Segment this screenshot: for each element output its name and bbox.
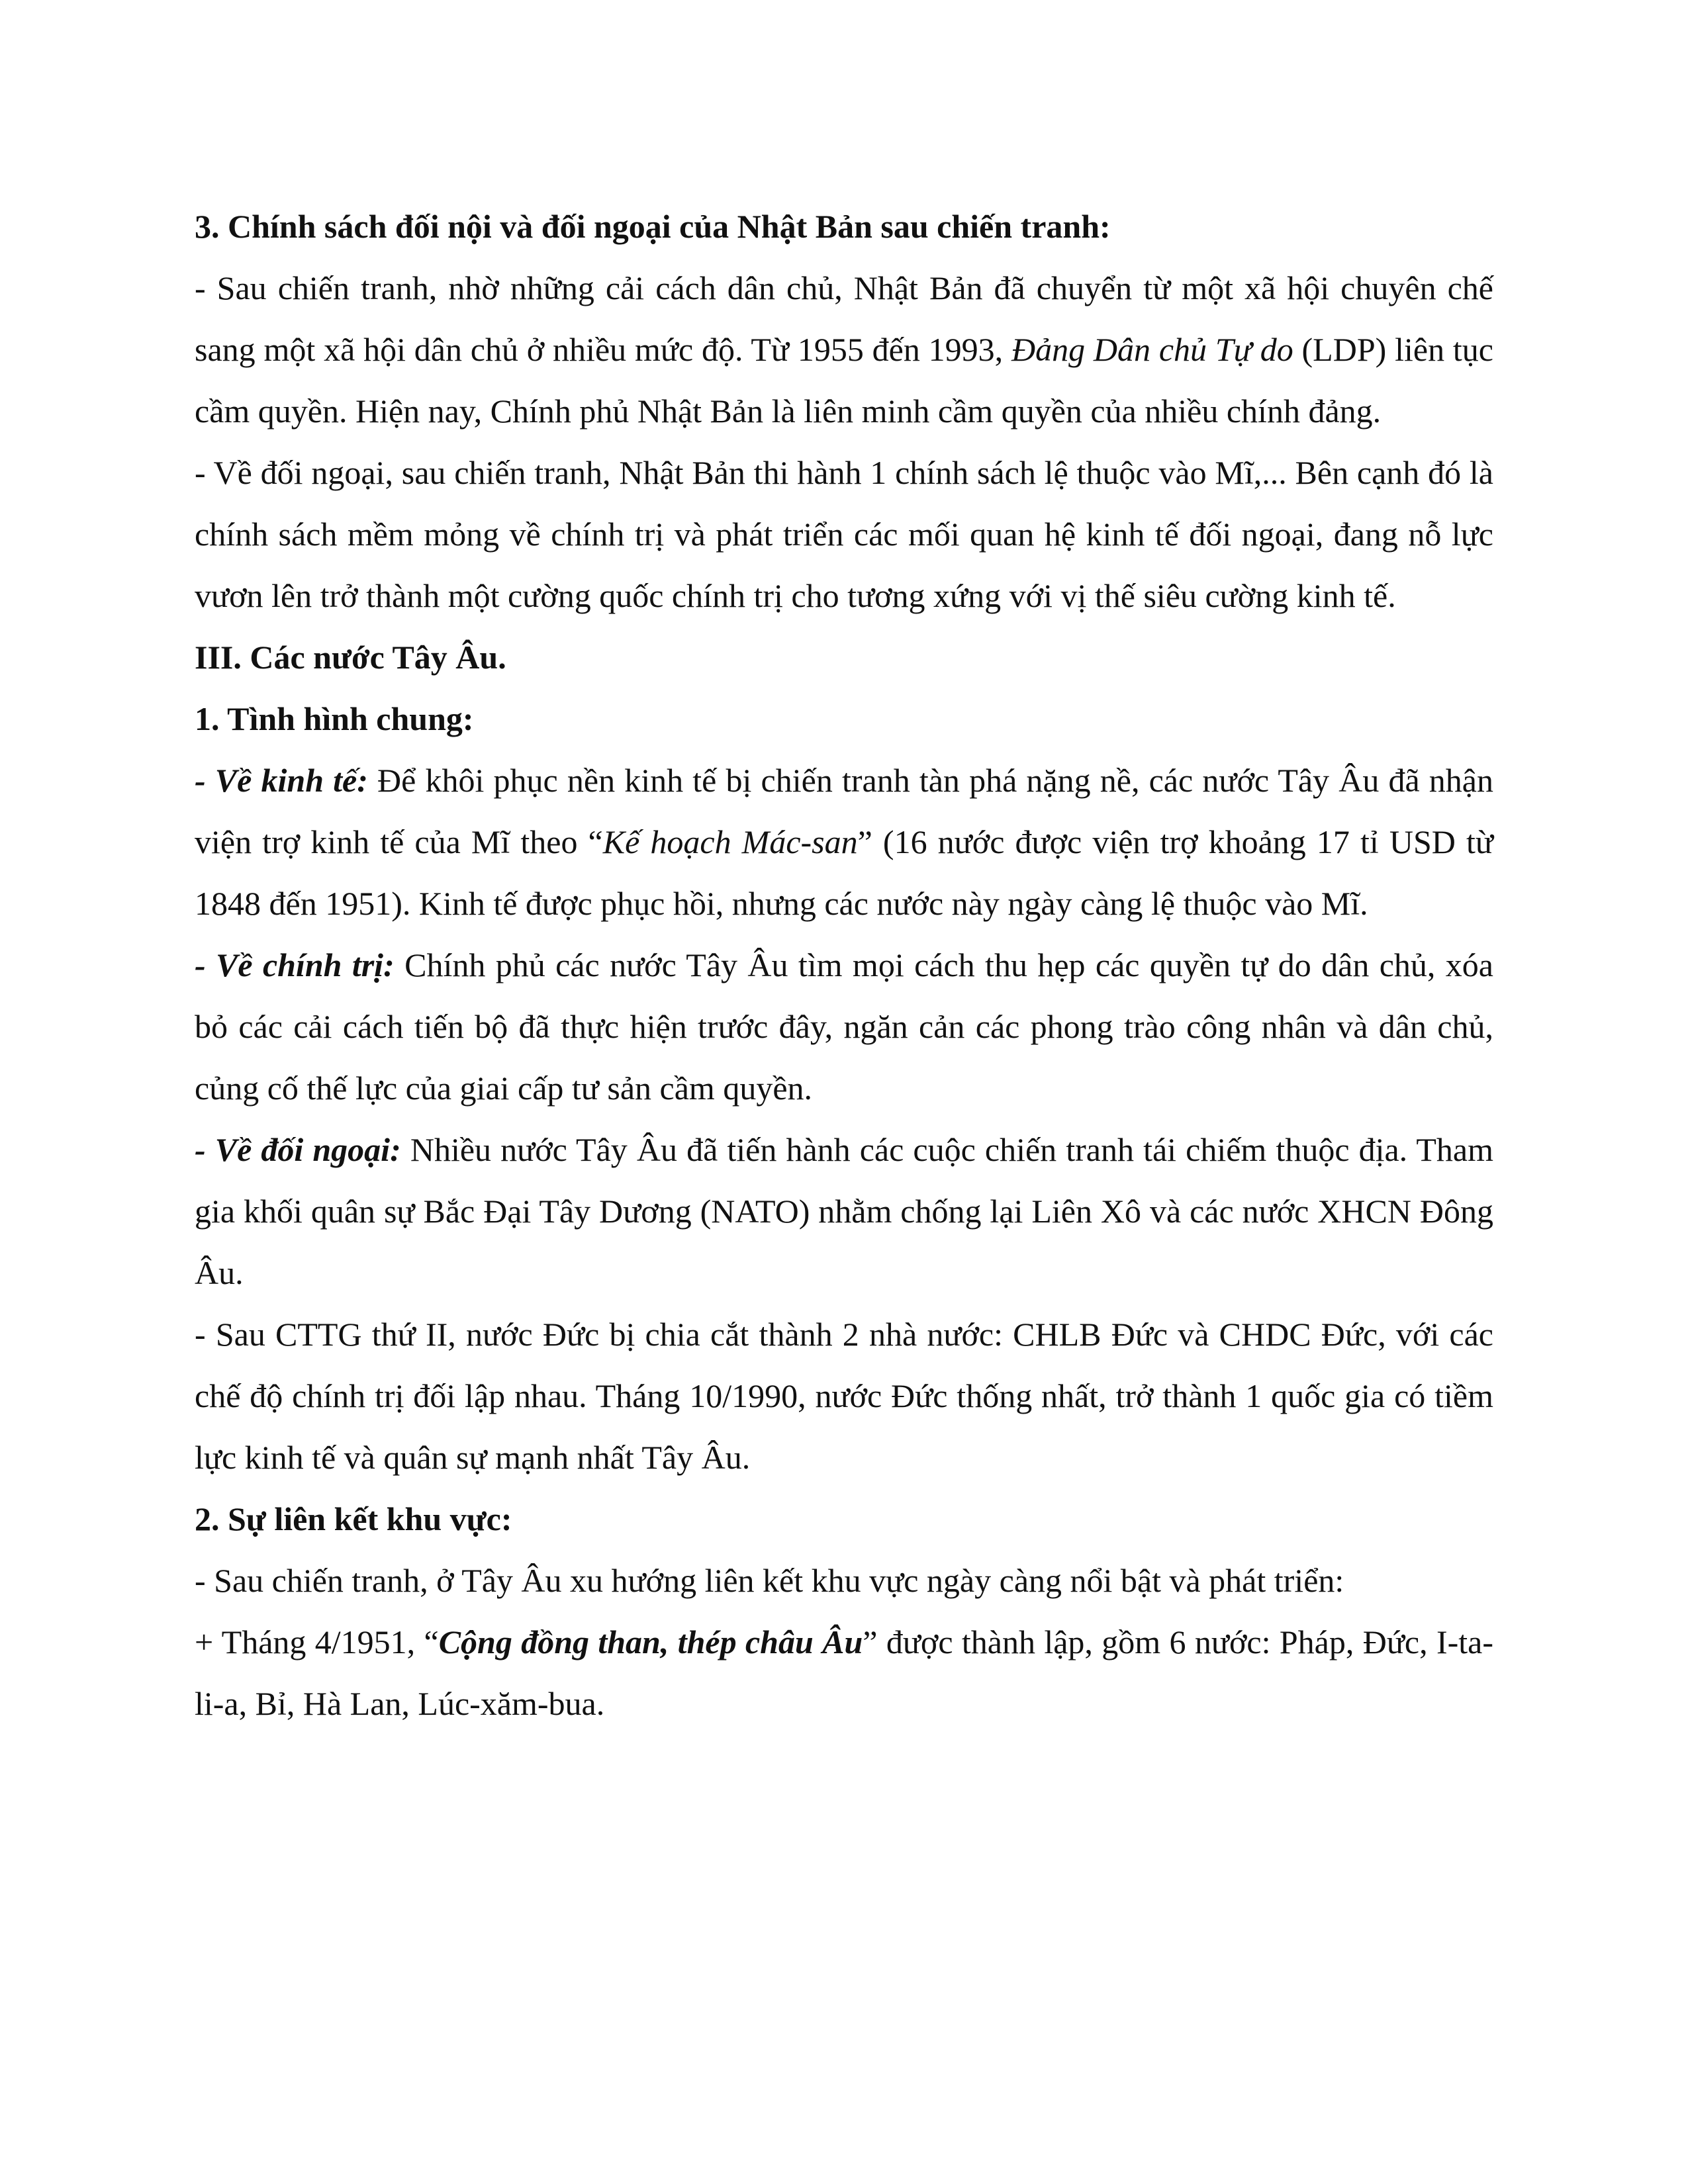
marshall-plan: Kế hoạch Mác-san [602,823,858,860]
paragraph-text: Chính phủ các nước Tây Âu tìm mọi cách thu hẹp các quyền tự do dân chủ, xóa bỏ các cải cách tiến bộ đã thực hiện trước đây, ngăn cản các phong trào công nhân và dân chủ, củng cố thế lực của giai cấp tư sản cầm quyền. [195,946,1493,1107]
party-name: Đảng Dân chủ Tự do [1011,331,1293,368]
label-politics: - Về chính trị: [195,946,395,983]
document-body [195,196,1493,1735]
paragraph-politics [195,934,1493,1119]
paragraph-domestic-policy [195,257,1493,442]
paragraph-text: - Sau chiến tranh, nhờ những cải cách dân chủ, Nhật Bản đã chuyển từ một xã hội chuyên chế sang một xã hội dân chủ ở nhiều mức độ. Từ 1955 đến 1993, [195,269,1493,368]
paragraph-economy [195,750,1493,934]
paragraph-foreign-affairs [195,1119,1493,1304]
paragraph-text: Để khôi phục nền kinh tế bị chiến tranh tàn phá nặng nề, các nước Tây Âu đã nhận viện trợ kinh tế của Mĩ theo “ [195,762,1494,860]
paragraph-text: Nhiều nước Tây Âu đã tiến hành các cuộc chiến tranh tái chiếm thuộc địa. Tham gia khối quân sự Bắc Đại Tây Dương (NATO) nhằm chống lại Liên Xô và các nước XHCN Đông Âu. [195,1131,1494,1291]
section-heading-general-situation: 1. Tình hình chung: [195,700,474,737]
paragraph-text: ” được thành lập, gồm 6 nước: Pháp, Đức, I-ta-li-a, Bỉ, Hà Lan, Lúc-xăm-bua. [195,1623,1494,1722]
paragraph-germany: - Sau CTTG thứ II, nước Đức bị chia cắt thành 2 nhà nước: CHLB Đức và CHDC Đức, với các chế độ chính trị đối lập nhau. Tháng 10/1990, nước Đức thống nhất, trở thành 1 quốc gia có tiềm lực kinh tế và quân sự mạnh nhất Tây Âu. [195,1316,1493,1476]
paragraph-text: ” (16 nước được viện trợ khoảng 17 tỉ USD từ 1848 đến 1951). Kinh tế được phục hồi, nhưng các nước này ngày càng lệ thuộc vào Mĩ. [195,823,1493,922]
section-heading-japan-policy: 3. Chính sách đối nội và đối ngoại của Nhật Bản sau chiến tranh: [195,208,1111,245]
ecsc-name: Cộng đồng than, thép châu Âu [438,1623,863,1661]
paragraph-text: + Tháng 4/1951, “ [195,1623,439,1661]
paragraph-foreign-policy: - Về đối ngoại, sau chiến tranh, Nhật Bản thi hành 1 chính sách lệ thuộc vào Mĩ,... Bên cạnh đó là chính sách mềm mỏng về chính trị và phát triển các mối quan hệ kinh tế đối ngoại, đang nỗ lực vươn lên trở thành một cường quốc chính trị cho tương xứng với vị thế siêu cường kinh tế. [195,454,1493,614]
part-heading-western-europe: III. Các nước Tây Âu. [195,639,506,676]
paragraph-integration-trend: - Sau chiến tranh, ở Tây Âu xu hướng liên kết khu vực ngày càng nổi bật và phát triển: [195,1562,1344,1599]
paragraph-ecsc [195,1612,1493,1735]
paragraph-text: (LDP) liên tục cầm quyền. Hiện nay, Chính phủ Nhật Bản là liên minh cầm quyền của nhiều chính đảng. [195,331,1493,430]
section-heading-regional-integration: 2. Sự liên kết khu vực: [195,1500,512,1537]
label-foreign-affairs: - Về đối ngoại: [195,1131,401,1168]
label-economy: - Về kinh tế: [195,762,368,799]
